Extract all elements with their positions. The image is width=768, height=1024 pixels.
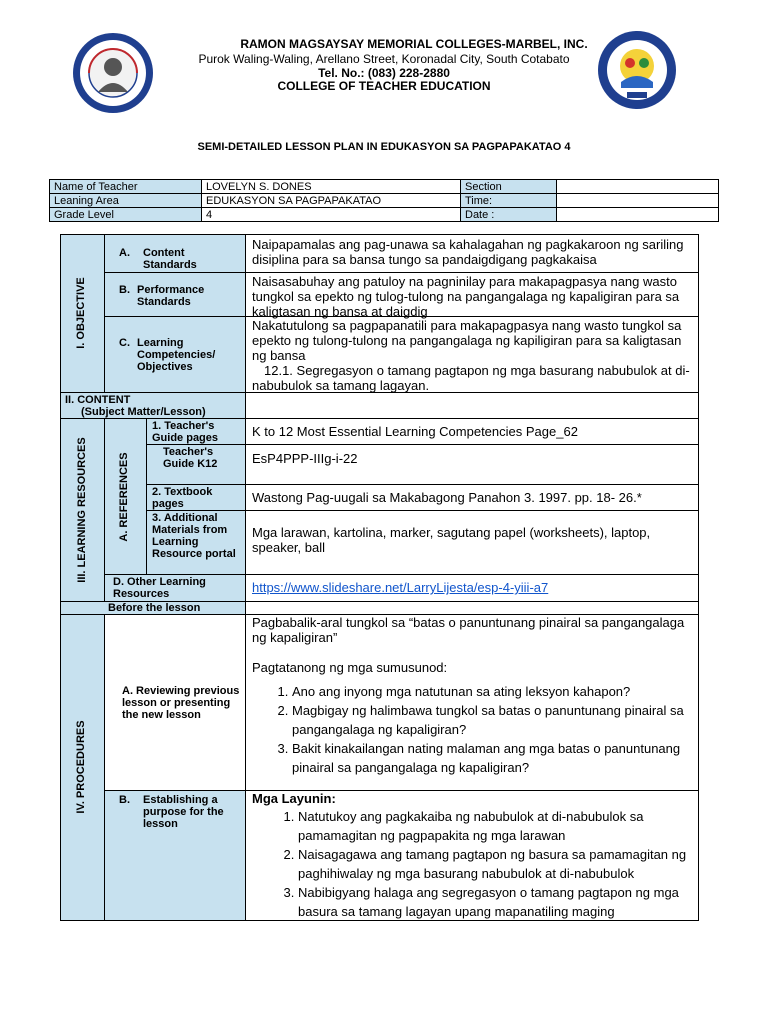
other-resources-link[interactable]: https://www.slideshare.net/LarryLijesta/esp-4-yiii-a7 <box>252 580 549 595</box>
other-resources-cell <box>245 574 699 602</box>
list-item: 2. Naisagagawa ang tamang pagtapon ng basura sa pamamagitan ng paghihiwalay ng mga basurang nabubulok at di-nabubulok <box>298 845 692 883</box>
ref-label: 3. Additional Materials from Learning Resource portal <box>152 512 236 560</box>
content-label: II. CONTENT <box>65 394 131 406</box>
info-value: 4 <box>202 208 461 222</box>
school-tel: Tel. No.: (083) 228-2880 <box>318 66 450 80</box>
info-value <box>557 194 719 208</box>
purpose-label: Establishing a purpose for the lesson <box>143 794 224 830</box>
performance-standards-letter: B. <box>119 284 130 296</box>
competencies-label-cell <box>104 316 246 393</box>
content-sublabel: (Subject Matter/Lesson) <box>81 406 206 418</box>
competencies-text: Nakatutulong sa pagpapanatili para makapagpasya nang wasto tungkol sa epekto ng tulong-tulong na pangangalaga ng kapiligiran para sa kaligtasan ng bansa <box>252 318 682 363</box>
ref-label-cell <box>146 484 246 511</box>
purpose-items <box>252 807 692 921</box>
school-name: RAMON MAGSAYSAY MEMORIAL COLLEGES-MARBEL, INC. <box>240 37 588 51</box>
info-value: LOVELYN S. DONES <box>202 180 461 194</box>
purpose-letter: B. <box>119 794 130 806</box>
ref-label: Teacher's Guide K12 <box>163 446 218 470</box>
content-standards-label-cell <box>104 234 246 273</box>
ref-label: 1. Teacher's Guide pages <box>152 420 219 444</box>
reviewing-question-lead: Pagtatanong ng mga sumusunod: <box>252 660 448 675</box>
purpose-heading: Mga Layunin: <box>252 791 336 806</box>
content-standards-label: Content Standards <box>143 247 197 271</box>
reviewing-label-cell <box>104 614 246 791</box>
ref-value: EsP4PPP-IIIg-i-22 <box>245 444 699 485</box>
other-resources-label: D. Other Learning Resources <box>113 576 206 600</box>
list-item: 1. Ano ang inyong mga natutunan sa ating leksyon kahapon? <box>292 682 692 701</box>
before-lesson-value <box>245 601 699 615</box>
info-table <box>49 179 719 222</box>
before-lesson-cell <box>60 601 246 615</box>
page-title: SEMI-DETAILED LESSON PLAN IN EDUKASYON SA PAGPAPAKATAO 4 <box>197 141 571 153</box>
ref-label-cell <box>146 444 246 485</box>
list-item: 3. Bakit kinakailangan nating malaman ang mga batas o panuntunang pinairal sa pangangalaga ng kapaligiran? <box>292 739 692 777</box>
info-value: EDUKASYON SA PAGPAPAKATAO <box>202 194 461 208</box>
other-resources-label-cell <box>104 574 246 602</box>
content-standards-letter: A. <box>119 247 130 259</box>
competencies-letter: C. <box>119 337 130 349</box>
competencies-text-cell <box>245 316 699 393</box>
info-label: Time: <box>461 194 557 208</box>
reviewing-text-cell <box>245 614 699 791</box>
info-label: Grade Level <box>50 208 202 222</box>
resources-section-label: III. LEARNING RESOURCES <box>76 437 88 583</box>
content-label-cell <box>60 392 246 419</box>
content-value <box>245 392 699 419</box>
procedures-section-label: IV. PROCEDURES <box>75 720 87 814</box>
info-label: Name of Teacher <box>50 180 202 194</box>
reviewing-intro: Pagbabalik-aral tungkol sa “batas o panuntunang pinairal sa pangangalaga ng kapaligiran” <box>252 615 685 645</box>
purpose-text-cell <box>245 790 699 921</box>
list-item: 3. Nabibigyang halaga ang segregasyon o tamang pagtapon ng mga basura sa tamang lagayan upang mapanatiling maging <box>298 883 692 921</box>
list-item: 1. Natutukoy ang pagkakaiba ng nabubulok at di-nabubulok sa pamamagitan ng pagpapakita ng mga larawan <box>298 807 692 845</box>
ref-label-cell <box>146 418 246 445</box>
info-label: Date : <box>461 208 557 222</box>
info-value <box>557 208 719 222</box>
references-label: A. REFERENCES <box>118 452 130 542</box>
ref-label: 2. Textbook pages <box>152 486 213 510</box>
info-row <box>50 180 719 194</box>
info-label: Section <box>461 180 557 194</box>
performance-standards-text: Naisasabuhay ang patuloy na pagninilay para makapagpasya nang wasto tungkol sa epekto ng tulog-tulong na pangangalaga ng kapaligiran para sa kaligtasan ng bansa at daigdig <box>245 272 699 317</box>
reviewing-label: A. Reviewing previous lesson or presenting the new lesson <box>122 685 240 721</box>
college-name: COLLEGE OF TEACHER EDUCATION <box>277 79 491 93</box>
ref-value: Mga larawan, kartolina, marker, sagutang papel (worksheets), laptop, speaker, ball <box>245 510 699 575</box>
ref-value: K to 12 Most Essential Learning Competencies Page_62 <box>245 418 699 445</box>
performance-standards-label: Performance Standards <box>137 284 205 308</box>
performance-standards-label-cell <box>104 272 246 317</box>
before-lesson-label: Before the lesson <box>108 602 201 614</box>
info-label: Leaning Area <box>50 194 202 208</box>
purpose-label-cell <box>104 790 246 921</box>
objective-section-label: I. OBJECTIVE <box>75 277 87 349</box>
info-value <box>557 180 719 194</box>
ref-label-cell <box>146 510 246 575</box>
info-row <box>50 208 719 222</box>
competencies-sub: 12.1. Segregasyon o tamang pagtapon ng mga basurang nabubulok at di-nabubulok sa tamang lagayan. <box>252 363 690 393</box>
school-address: Purok Waling-Waling, Arellano Street, Koronadal City, South Cotabato <box>198 52 570 66</box>
reviewing-questions <box>252 682 692 777</box>
content-standards-text: Naipapamalas ang pag-unawa sa kahalagahan ng pagkakaroon ng sariling disiplina para sa bansa tungo sa pandaigdigang pagkakaisa <box>245 234 699 273</box>
competencies-label: Learning Competencies/ Objectives <box>137 337 216 373</box>
info-row <box>50 194 719 208</box>
ref-value: Wastong Pag-uugali sa Makabagong Panahon 3. 1997. pp. 18- 26.* <box>245 484 699 511</box>
list-item: 2. Magbigay ng halimbawa tungkol sa batas o panuntunang pinairal sa pangangalaga ng kapaligiran? <box>292 701 692 739</box>
